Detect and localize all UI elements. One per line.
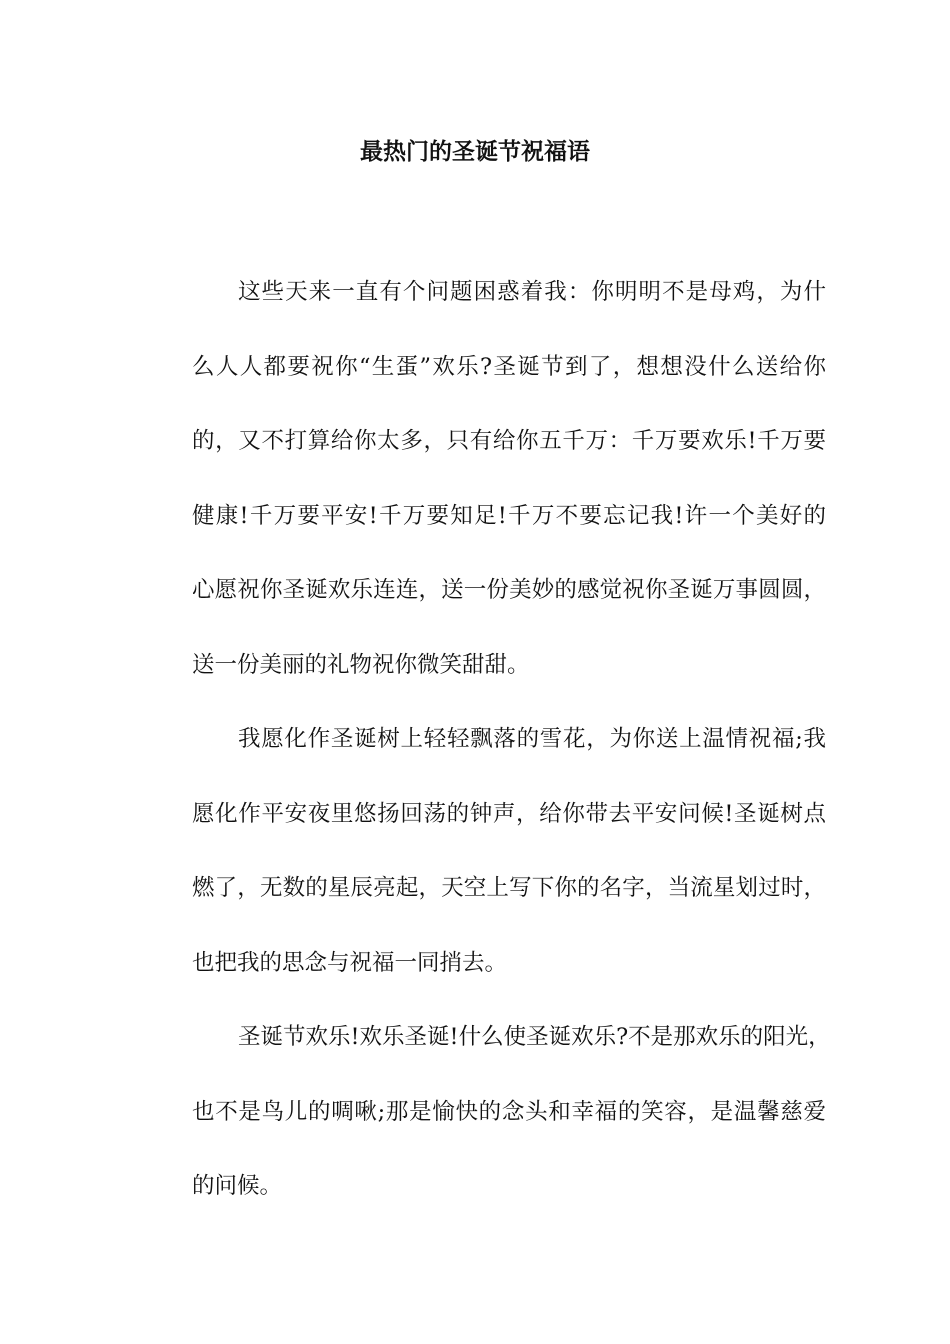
document-body [146, 255, 831, 1224]
paragraph-line: 送一份美丽的礼物祝你微笑甜甜。 [192, 651, 530, 678]
paragraph-2 [146, 702, 826, 1000]
paragraph-line: 这些天来一直有个问题困惑着我：你明明不是母鸡，为什 [238, 279, 826, 305]
paragraph-line: 健康!千万要平安!千万要知足!千万不要忘记我!许一个美好的 [192, 502, 826, 529]
paragraph-line: 我愿化作圣诞树上轻轻飘落的雪花，为你送上温情祝福;我 [238, 726, 826, 752]
paragraph-3 [146, 1000, 831, 1224]
paragraph-line: 心愿祝你圣诞欢乐连连，送一份美妙的感觉祝你圣诞万事圆圆， [192, 577, 826, 603]
paragraph-1 [146, 255, 826, 702]
paragraph-line: 燃了，无数的星辰亮起，天空上写下你的名字，当流星划过时， [192, 875, 826, 901]
paragraph-line: 的，又不打算给你太多，只有给你五千万：千万要欢乐!千万要 [192, 428, 826, 454]
paragraph-line: 愿化作平安夜里悠扬回荡的钟声，给你带去平安问候!圣诞树点 [192, 800, 826, 827]
paragraph-line: 也不是鸟儿的啁啾;那是愉快的念头和幸福的笑容，是温馨慈爱 [192, 1098, 826, 1125]
paragraph-line: 圣诞节欢乐!欢乐圣诞!什么使圣诞欢乐?不是那欢乐的阳光， [238, 1024, 831, 1050]
paragraph-line: 的问候。 [192, 1173, 283, 1199]
paragraph-line: 么人人都要祝你“生蛋”欢乐?圣诞节到了，想想没什么送给你 [192, 353, 826, 380]
paragraph-line: 也把我的思念与祝福一同捎去。 [192, 949, 508, 976]
document-title: 最热门的圣诞节祝福语 [360, 138, 590, 165]
